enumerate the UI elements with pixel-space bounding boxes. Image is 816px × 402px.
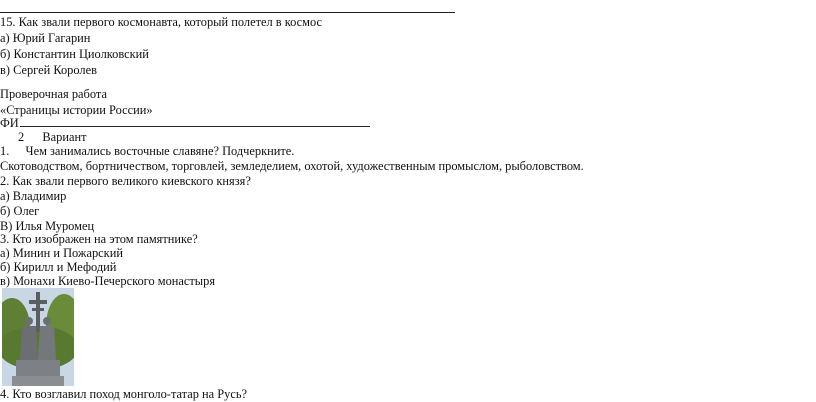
q2-option-b: б) Олег [0, 204, 40, 218]
q15-question: 15. Как звали первого космонавта, который полетел в космос [0, 15, 322, 29]
test-subtitle: «Страницы истории России» [0, 103, 153, 117]
q3-option-c: в) Монахи Киево-Печерского монастыря [0, 274, 216, 288]
q1-question-line [0, 143, 294, 159]
q15-option-b: б) Константин Циолковский [0, 47, 149, 61]
q15-option-a: а) Юрий Гагарин [0, 31, 91, 45]
q3-option-a: а) Минин и Пожарский [0, 246, 123, 260]
q1-question: Чем занимались восточные славяне? Подчеркните. [25, 144, 295, 158]
fi-underline [20, 115, 370, 127]
q4-question: 4. Кто возглавил поход монголо-татар на Русь? [0, 387, 248, 401]
test-title: Проверочная работа [0, 87, 107, 101]
fi-label: ФИ [0, 116, 19, 130]
q2-option-a: а) Владимир [0, 189, 67, 203]
variant-number: 2 [18, 130, 25, 144]
q3-option-b: б) Кирилл и Мефодий [0, 260, 117, 274]
q1-number: 1. [0, 144, 10, 158]
q15-option-c: в) Сергей Королев [0, 63, 97, 77]
q1-answer: Скотоводством, бортничеством, торговлей, земледелием, охотой, художественным промыслом, рыболовством. [0, 159, 584, 173]
q2-option-c: В) Илья Муромец [0, 219, 95, 233]
variant-label: Вариант [42, 130, 87, 144]
q2-question: 2. Как звали первого великого киевского князя? [0, 174, 251, 188]
monument-illustration [2, 288, 74, 386]
monument-photo [2, 288, 74, 386]
top-divider [0, 12, 455, 13]
q3-question: 3. Кто изображен на этом памятнике? [0, 232, 198, 246]
